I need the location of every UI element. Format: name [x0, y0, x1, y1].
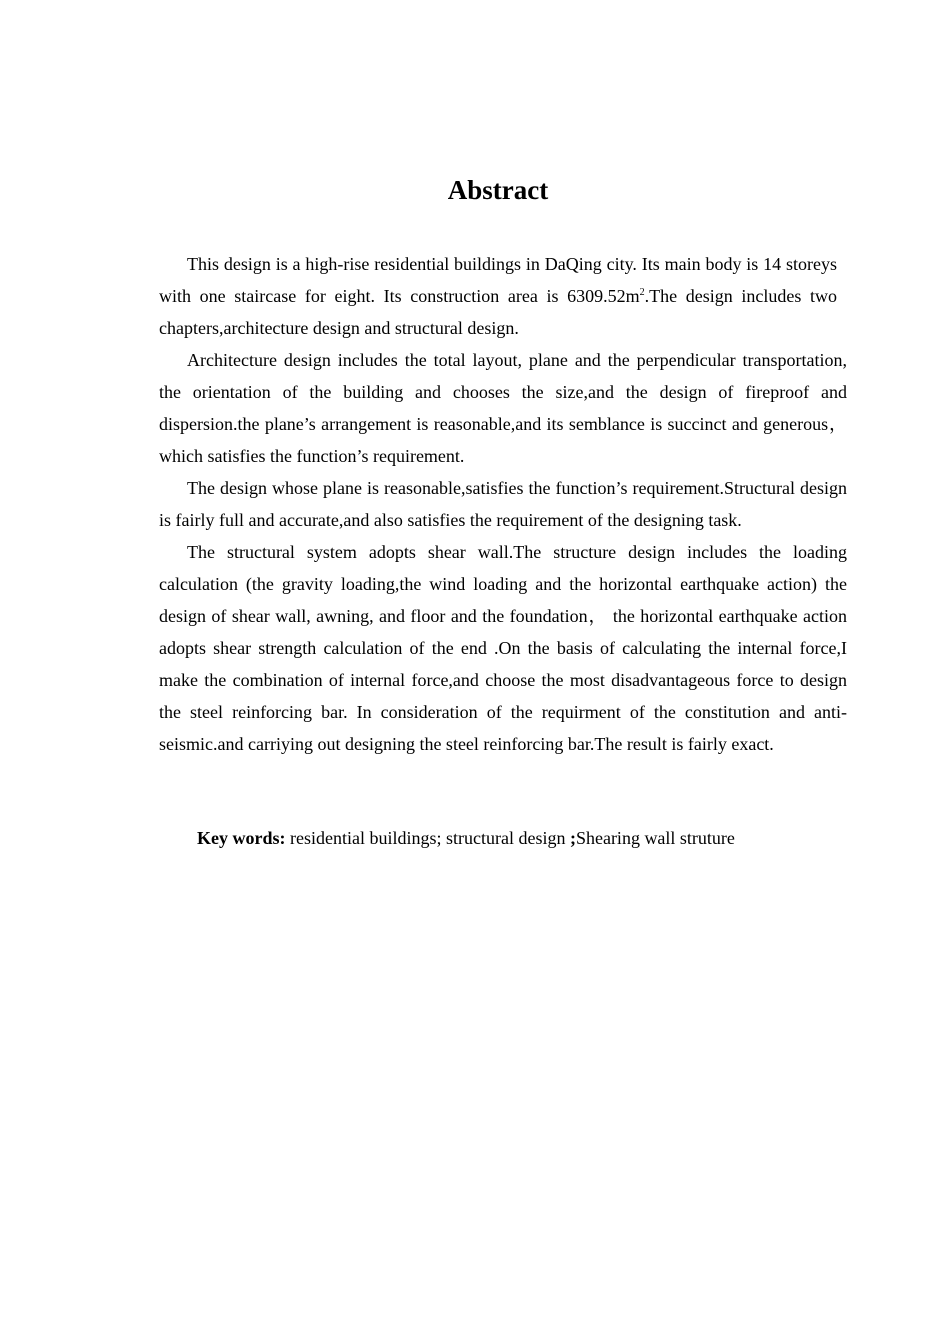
- abstract-paragraph-2: Architecture design includes the total layout, plane and the perpendicular transportation, the orientation of the building and chooses the size,and the design of fireproof and dispersion.the plane’s arrangement is reasonable,and its semblance is succinct and generous，which satisfies the function’s requirement.: [159, 350, 847, 466]
- keywords-label: Key words:: [197, 828, 286, 848]
- keywords-list-end: Shearing wall struture: [575, 828, 735, 848]
- keywords-list: residential buildings; structural design: [285, 828, 570, 848]
- paragraph-1-text: This design is a high-rise residential buildings in DaQing city. Its main body is 14 storeys with one staircase for eight. Its construction area is 6309.52m: [159, 254, 837, 306]
- abstract-paragraph-1: [159, 248, 837, 344]
- keywords-line: [197, 822, 735, 854]
- abstract-body: [159, 248, 847, 760]
- area-unit-superscript: 2: [639, 287, 645, 298]
- abstract-title: Abstract: [447, 175, 549, 205]
- paragraph-1-text-end: .The design includes two chapters,architecture design and structural design.: [159, 286, 837, 338]
- keywords-separator: ;: [569, 828, 576, 848]
- abstract-paragraph-4: The structural system adopts shear wall.The structure design includes the loading calculation (the gravity loading,the wind loading and the horizontal earthquake action) the design of shear wall, awning, and floor and the foundation， the horizontal earthquake action adopts shear strength calculation of the end .On the basis of calculating the internal force,I make the combination of internal force,and choose the most disadvantageous force to design the steel reinforcing bar. In consideration of the requirment of the constitution and anti-seismic.and carriying out designing the steel reinforcing bar.The result is fairly exact.: [159, 542, 847, 754]
- abstract-paragraph-3: The design whose plane is reasonable,satisfies the function’s requirement.Structural design is fairly full and accurate,and also satisfies the requirement of the designing task.: [159, 478, 847, 530]
